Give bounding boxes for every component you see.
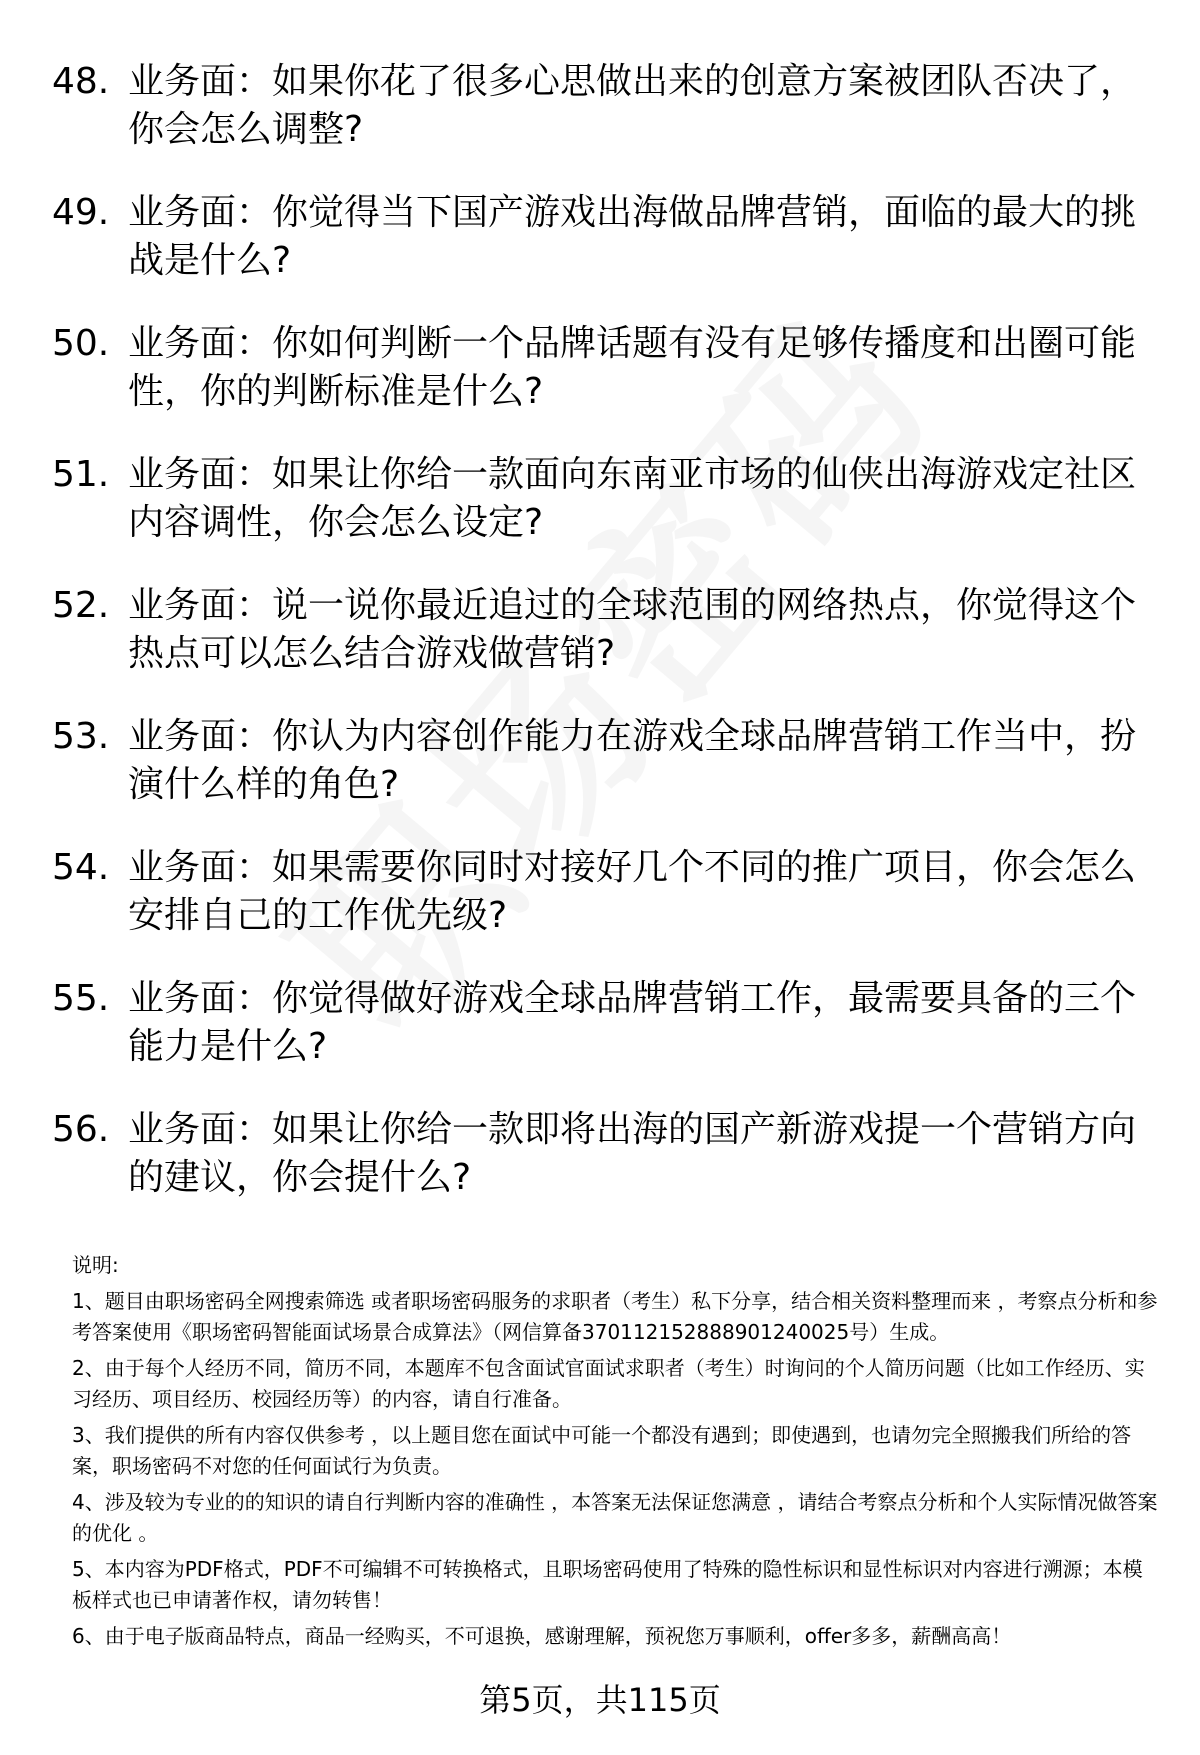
question-number: 49. (52, 192, 110, 233)
question-text: 业务面：说一说你最近追过的全球范围的网络热点，你觉得这个热点可以怎么结合游戏做营销? (128, 585, 1137, 674)
note-item: 6、由于电子版商品特点，商品一经购买，不可退换，感谢理解，预祝您万事顺利，offer多多，薪酬高高！ (72, 1624, 1012, 1648)
question-number: 54. (52, 847, 110, 888)
question-item (0, 451, 1200, 582)
question-number: 50. (52, 323, 110, 364)
question-text: 业务面：如果你花了很多心思做出来的创意方案被团队否决了，你会怎么调整? (128, 61, 1137, 150)
question-text: 业务面：如果需要你同时对接好几个不同的推广项目，你会怎么安排自己的工作优先级? (128, 847, 1137, 936)
question-item (0, 320, 1200, 451)
question-item (0, 58, 1200, 189)
question-number: 52. (52, 585, 110, 626)
question-item (0, 975, 1200, 1106)
page-number: 第5页，共115页 (479, 1681, 721, 1719)
question-text: 业务面：如果让你给一款即将出海的国产新游戏提一个营销方向的建议，你会提什么? (128, 1109, 1137, 1198)
note-item: 2、由于每个人经历不同，简历不同，本题库不包含面试官面试求职者（考生）时询问的个人简历问题（比如工作经历、实习经历、项目经历、校园经历等）的内容，请自行准备。 (72, 1356, 1145, 1411)
question-number: 55. (52, 978, 110, 1019)
notes-section (72, 1250, 1162, 1657)
question-item (0, 713, 1200, 844)
question-item (0, 1106, 1200, 1237)
note-item: 3、我们提供的所有内容仅供参考 ，以上题目您在面试中可能一个都没有遇到；即使遇到，也请勿完全照搬我们所给的答案，职场密码不对您的任何面试行为负责。 (72, 1423, 1132, 1478)
note-item: 1、题目由职场密码全网搜索筛选 或者职场密码服务的求职者（考生）私下分享，结合相关资料整理而来 ，考察点分析和参考答案使用《职场密码智能面试场景合成算法》（网信算备370112152888901240025号）生成。 (72, 1289, 1158, 1344)
question-number: 56. (52, 1109, 110, 1150)
question-number: 53. (52, 716, 110, 757)
question-list (0, 58, 1200, 1237)
notes-title: 说明: (72, 1253, 119, 1277)
question-text: 业务面：你如何判断一个品牌话题有没有足够传播度和出圈可能性，你的判断标准是什么? (128, 323, 1137, 412)
question-item (0, 582, 1200, 713)
question-text: 业务面：你认为内容创作能力在游戏全球品牌营销工作当中，扮演什么样的角色? (128, 716, 1137, 805)
question-text: 业务面：你觉得当下国产游戏出海做品牌营销，面临的最大的挑战是什么? (128, 192, 1137, 281)
note-item: 4、涉及较为专业的的知识的请自行判断内容的准确性 ，本答案无法保证您满意 ，请结合考察点分析和个人实际情况做答案的优化 。 (72, 1490, 1158, 1545)
question-number: 48. (52, 61, 110, 102)
question-text: 业务面：如果让你给一款面向东南亚市场的仙侠出海游戏定社区内容调性，你会怎么设定? (128, 454, 1137, 543)
question-text: 业务面：你觉得做好游戏全球品牌营销工作，最需要具备的三个能力是什么? (128, 978, 1137, 1067)
question-item (0, 189, 1200, 320)
question-item (0, 844, 1200, 975)
question-number: 51. (52, 454, 110, 495)
note-item: 5、本内容为PDF格式，PDF不可编辑不可转换格式，且职场密码使用了特殊的隐性标识和显性标识对内容进行溯源；本模板样式也已申请著作权，请勿转售！ (72, 1557, 1143, 1612)
